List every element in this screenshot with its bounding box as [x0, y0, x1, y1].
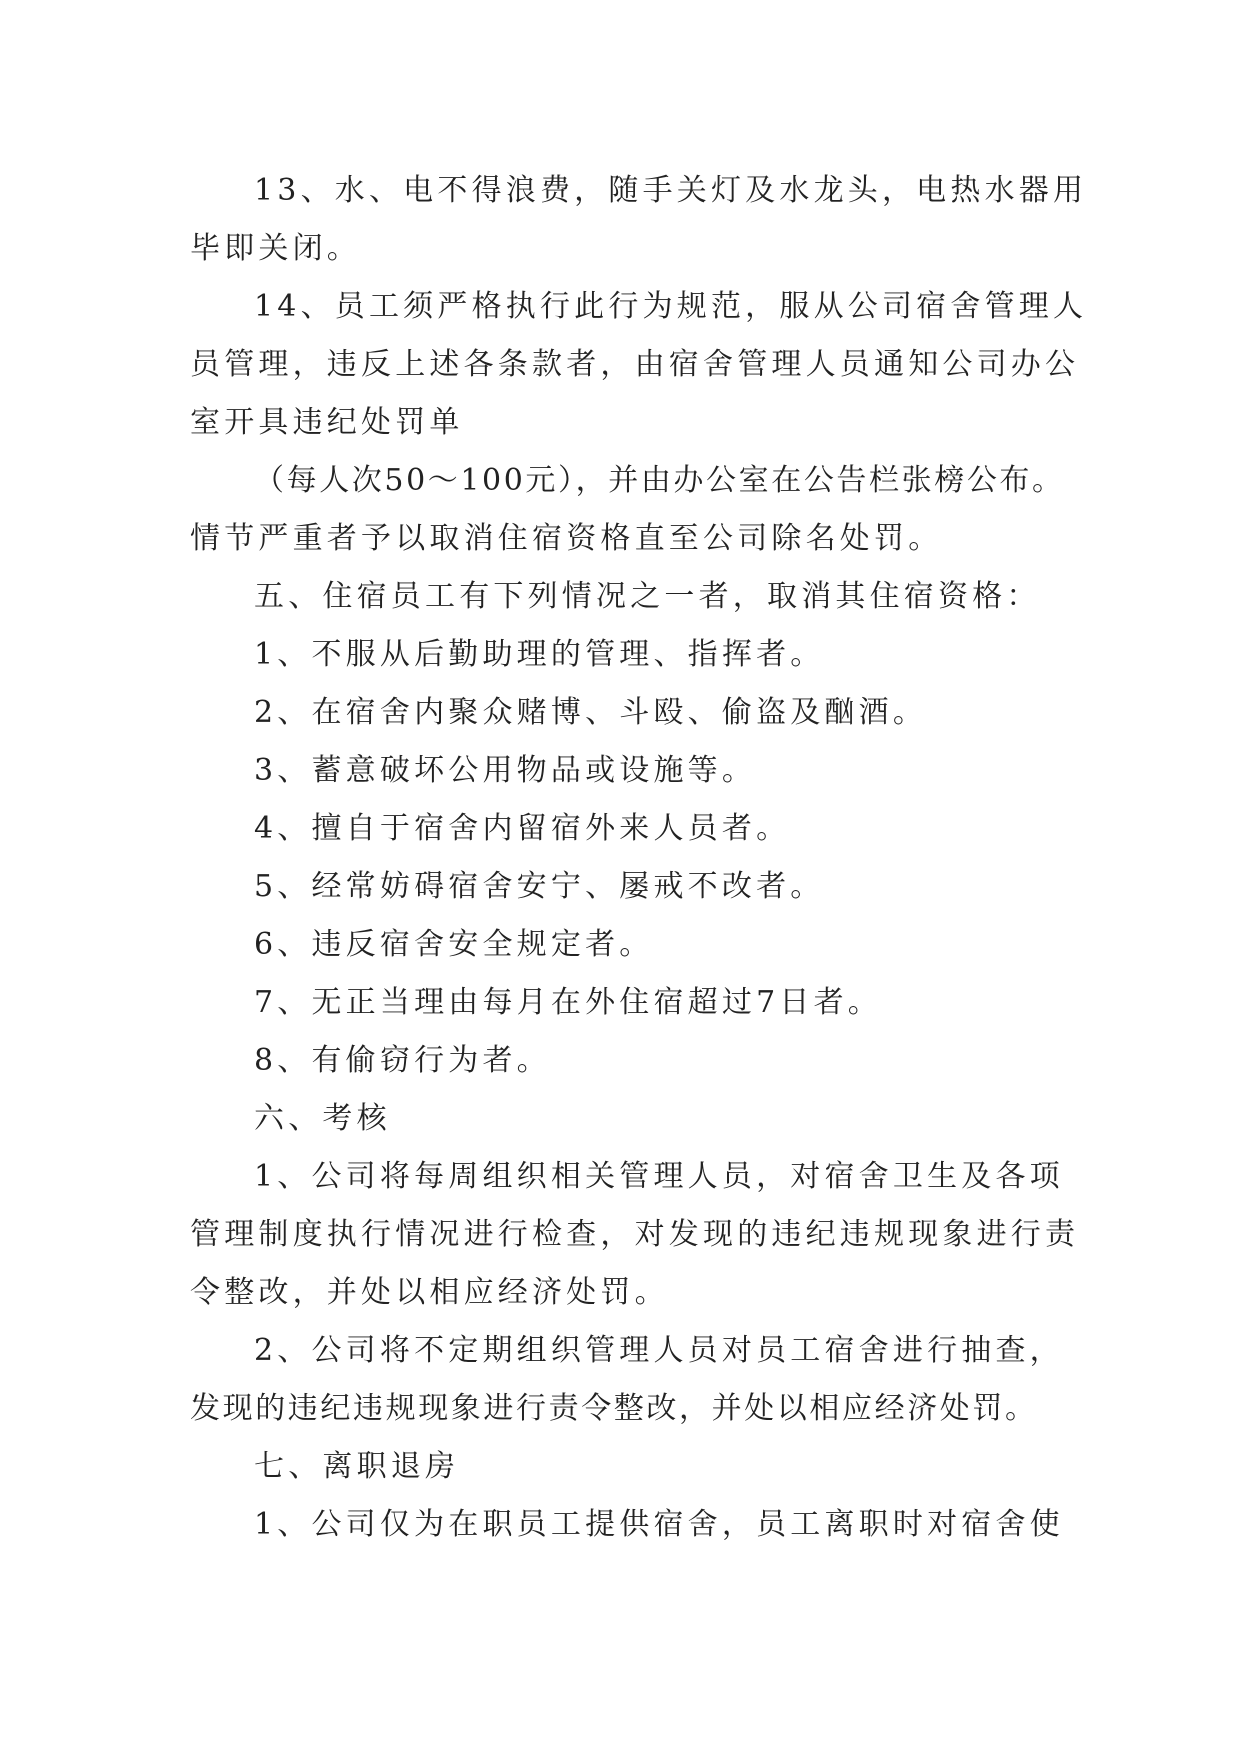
text-line: 5、经常妨碍宿舍安宁、屡戒不改者。 — [254, 869, 825, 904]
text-line: 情节严重者予以取消住宿资格直至公司除名处罚。 — [190, 521, 943, 556]
document-body — [190, 162, 1088, 1554]
text-line: 五、住宿员工有下列情况之一者，取消其住宿资格： — [254, 579, 1041, 614]
text-line: 室开具违纪处罚单 — [190, 405, 464, 440]
text-line: 4、擅自于宿舍内留宿外来人员者。 — [254, 811, 791, 846]
text-line: 2、公司将不定期组织管理人员对员工宿舍进行抽查， — [254, 1333, 1064, 1368]
text-line: 7、无正当理由每月在外住宿超过7日者。 — [254, 985, 882, 1020]
text-line: 13、水、电不得浪费，随手关灯及水龙头，电热水器用 — [254, 173, 1088, 208]
text-line: 14、员工须严格执行此行为规范，服从公司宿舍管理人 — [254, 289, 1088, 324]
text-line: 2、在宿舍内聚众赌博、斗殴、偷盗及酗酒。 — [254, 695, 928, 730]
text-line: 员管理，违反上述各条款者，由宿舍管理人员通知公司办公 — [190, 347, 1080, 382]
text-line: 毕即关闭。 — [190, 231, 361, 266]
text-line: 8、有偷窃行为者。 — [254, 1043, 551, 1078]
text-line: 1、不服从后勤助理的管理、指挥者。 — [254, 637, 825, 672]
text-line: 3、蓄意破坏公用物品或设施等。 — [254, 753, 757, 788]
text-line: 1、公司仅为在职员工提供宿舍，员工离职时对宿舍使 — [254, 1507, 1064, 1542]
text-line: 1、公司将每周组织相关管理人员，对宿舍卫生及各项 — [254, 1159, 1064, 1194]
text-line: 发现的违纪违规现象进行责令整改，并处以相应经济处罚。 — [190, 1391, 1038, 1426]
text-line: 七、离职退房 — [254, 1449, 460, 1484]
text-line: 管理制度执行情况进行检查，对发现的违纪违规现象进行责 — [190, 1217, 1080, 1252]
text-line: 6、违反宿舍安全规定者。 — [254, 927, 654, 962]
text-line: 令整改，并处以相应经济处罚。 — [190, 1275, 669, 1310]
text-line: （每人次50～100元），并由办公室在公告栏张榜公布。 — [254, 463, 1065, 498]
text-line: 六、考核 — [254, 1101, 391, 1136]
